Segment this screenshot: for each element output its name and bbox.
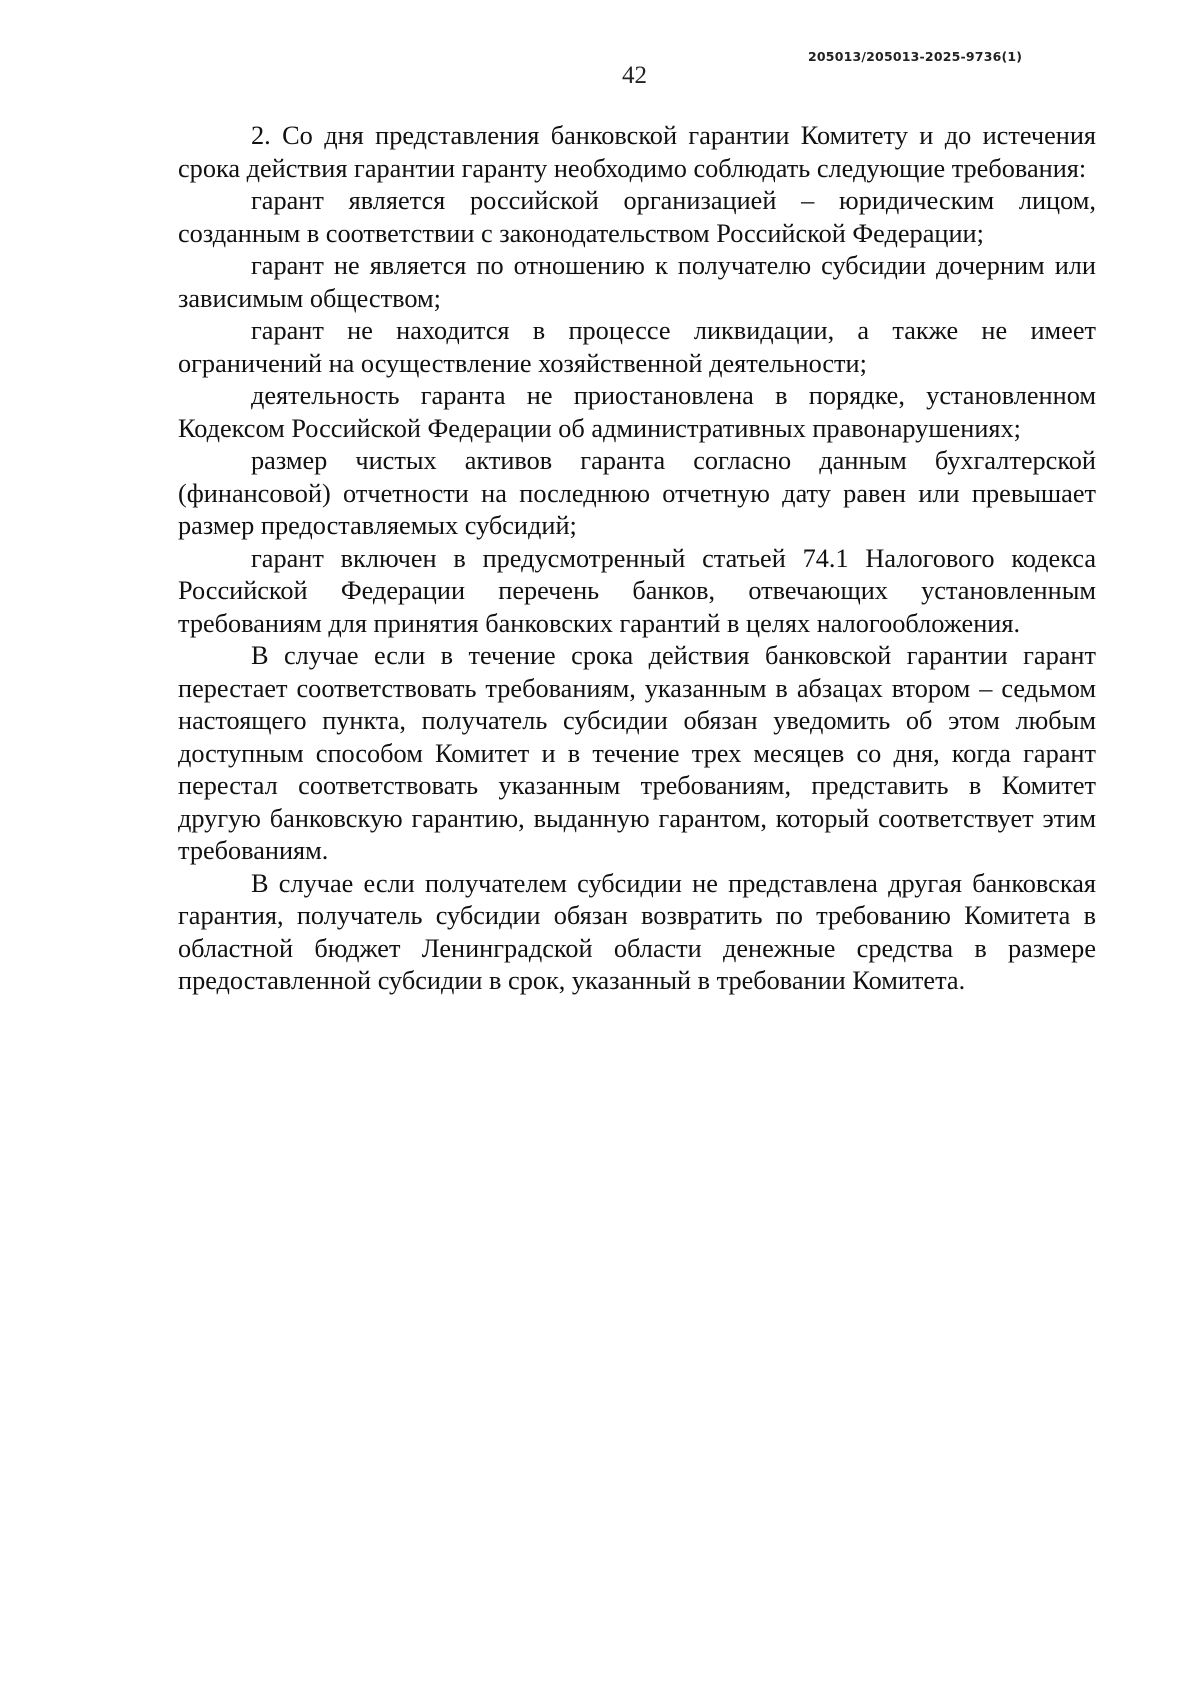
paragraph-requirement-net-assets: размер чистых активов гаранта согласно данным бухгалтерской (финансовой) отчетности на последнюю отчетную дату равен или превышает размер предоставляемых субсидий; <box>178 446 1096 540</box>
paragraph-requirement-russian-entity: гарант является российской организацией – юридическим лицом, созданным в соответствии с законодательством Российской Федерации; <box>178 186 1096 248</box>
paragraph-requirement-not-suspended: деятельность гаранта не приостановлена в порядке, установленном Кодексом Российской Федерации об административных правонарушениях; <box>178 381 1096 443</box>
paragraph-requirements-intro: 2. Со дня представления банковской гарантии Комитету и до истечения срока действия гарантии гаранту необходимо соблюдать следующие требования: <box>178 121 1096 183</box>
document-body <box>178 120 1096 998</box>
page-number: 42 <box>622 62 647 89</box>
paragraph-refund-obligation: В случае если получателем субсидии не представлена другая банковская гарантия, получатель субсидии обязан возвратить по требованию Комитета в областной бюджет Ленинградской области денежные средства в размере предоставленной субсидии в срок, указанный в требовании Комитета. <box>178 868 1096 995</box>
document-id: 205013/205013-2025-9736(1) <box>808 49 1023 64</box>
paragraph-requirement-not-subsidiary: гарант не является по отношению к получателю субсидии дочерним или зависимым обществом; <box>178 251 1096 313</box>
paragraph-noncompliance-notice: В случае если в течение срока действия банковской гарантии гарант перестает соответствовать требованиям, указанным в абзацах втором – седьмом настоящего пункта, получатель субсидии обязан уведомить об этом любым доступным способом Комитет и в течение трех месяцев со дня, когда гарант перестал соответствовать указанным требованиям, представить в Комитет другую банковскую гарантию, выданную гарантом, который соответствует этим требованиям. <box>178 641 1096 865</box>
paragraph-requirement-bank-list: гарант включен в предусмотренный статьей 74.1 Налогового кодекса Российской Федерации перечень банков, отвечающих установленным требованиям для принятия банковских гарантий в целях налогообложения. <box>178 543 1096 638</box>
paragraph-requirement-not-liquidating: гарант не находится в процессе ликвидации, а также не имеет ограничений на осуществление хозяйственной деятельности; <box>178 316 1096 378</box>
